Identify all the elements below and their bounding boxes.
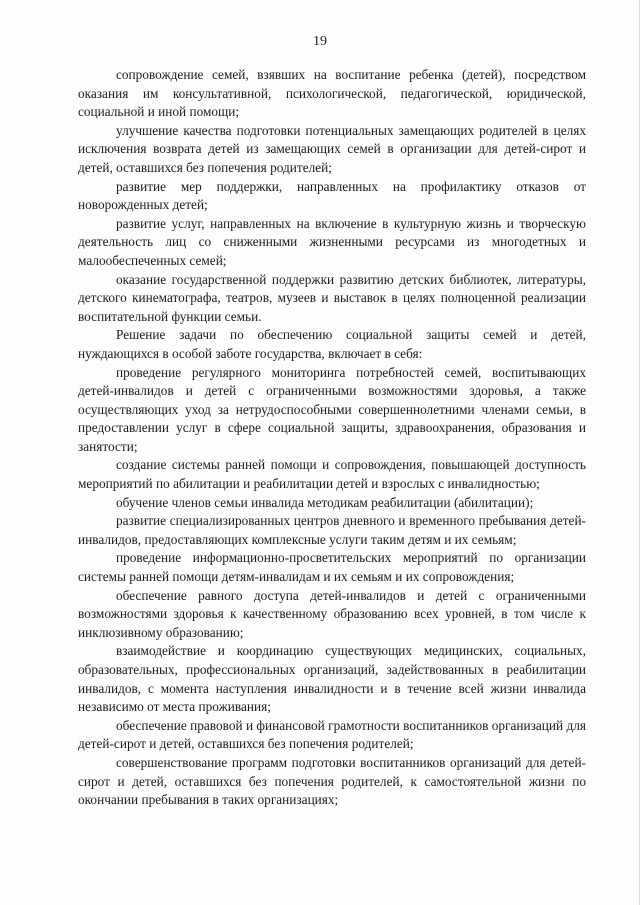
paragraph-financial-literacy: обеспечение правовой и финансовой грамотности воспитанников организаций для детей-сирот и детей, оставшихся без попечения родителей; [78,717,586,752]
paragraph-cultural-inclusion: развитие услуг, направленных на включение в культурную жизнь и творческую деятельность лиц со сниженными жизненными ресурсами из многодетных и малообеспеченных семей; [78,215,586,268]
paragraph-newborn-abandonment-prevention: развитие мер поддержки, направленных на профилактику отказов от новорожденных детей; [78,178,586,213]
paragraph-organizations-coordination: взаимодействие и координацию существующих медицинских, социальных, образовательных, профессиональных организаций, задействованных в реабилитации инвалидов, с момента наступления инвалидности и в течение всей жизни инвалида независимо от места проживания; [78,643,586,715]
paragraph-foster-parents-training: улучшение качества подготовки потенциальных замещающих родителей в целях исключения возврата детей из замещающих семей в организации для детей-сирот и детей, оставшихся без попечения родителей; [78,122,586,175]
paragraph-independent-life-programs: совершенствование программ подготовки воспитанников организаций для детей-сирот и детей, оставшихся без попечения родителей, к самостоятельной жизни по окончании пребывания в таких организациях; [78,754,586,808]
paragraph-day-care-centers: развитие специализированных центров дневного и временного пребывания детей-инвалидов, предоставляющих комплексные услуги таким детям и их семьям; [78,513,586,547]
paragraph-children-libraries-support: оказание государственной поддержки развитию детских библиотек, литературы, детского кинематографа, театров, музеев и выставок в целях полноценной реализации воспитательной функции семьи. [78,271,586,324]
paragraph-social-protection-task: Решение задачи по обеспечению социальной защиты семей и детей, нуждающихся в особой заботе государства, включает в себя: [78,327,586,361]
paragraph-equal-education-access: обеспечение равного доступа детей-инвалидов и детей с ограниченными возможностями здоровья к качественному образованию всех уровней, в том числе к инклюзивному образованию; [78,587,586,640]
paragraph-early-assistance-system: создание системы ранней помощи и сопровождения, повышающей доступность мероприятий по абилитации и реабилитации детей и взрослых с инвалидностью; [78,457,586,492]
paragraph-information-events: проведение информационно-просветительских мероприятий по организации системы ранней помощи детям-инвалидам и их семьям и их сопровождения; [78,550,586,585]
document-body [78,66,586,810]
paragraph-family-rehabilitation-training: обучение членов семьи инвалида методикам реабилитации (абилитации); [116,494,534,510]
paragraph-family-support: сопровождение семей, взявших на воспитание ребенка (детей), посредством оказания им консультативной, психологической, педагогической, юридической, социальной и иной помощи; [78,67,586,120]
paragraph-needs-monitoring: проведение регулярного мониторинга потребностей семей, воспитывающих детей-инвалидов и детей с ограниченными возможностями здоровья, а также осуществляющих уход за нетрудоспособными совершеннолетними членами семьи, в предоставлении услуг в сфере социальной защиты, здравоохранения, образования и занятости; [78,364,586,454]
page-number: 19 [313,34,327,49]
